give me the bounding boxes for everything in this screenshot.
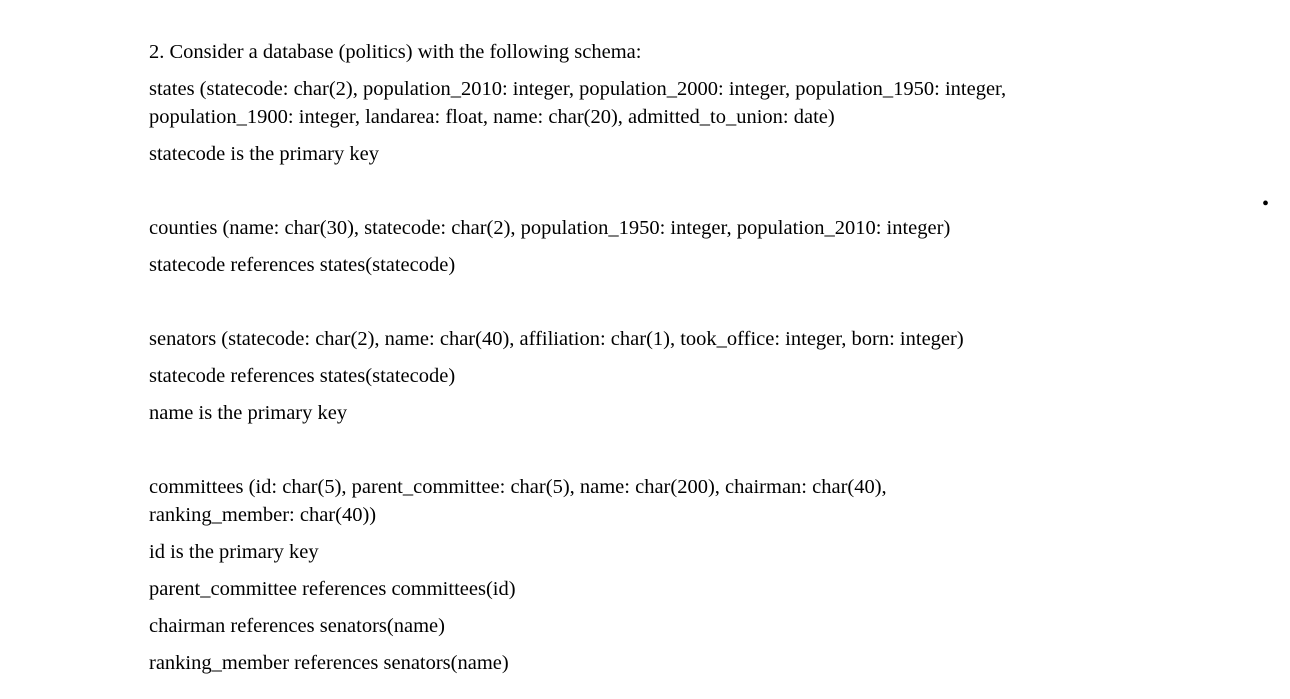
states-schema-line-2: population_1900: integer, landarea: float, name: char(20), admitted_to_union: date) bbox=[149, 106, 835, 128]
spacer bbox=[149, 288, 1149, 325]
states-schema-line-1: states (statecode: char(2), population_2010: integer, population_2000: integer, population_1950: integer, bbox=[149, 78, 1007, 100]
committees-schema-line-2: ranking_member: char(40)) bbox=[149, 504, 377, 526]
senators-foreign-key: statecode references states(statecode) bbox=[149, 365, 456, 387]
question-title: 2. Consider a database (politics) with the following schema: bbox=[149, 41, 642, 63]
committees-schema-line-1: committees (id: char(5), parent_committee: char(5), name: char(200), chairman: char(40), bbox=[149, 476, 887, 498]
committees-parent-foreign-key: parent_committee references committees(id) bbox=[149, 578, 516, 600]
spacer bbox=[149, 436, 1149, 473]
states-primary-key: statecode is the primary key bbox=[149, 143, 379, 165]
counties-schema: counties (name: char(30), statecode: char(2), population_1950: integer, population_2010: integer) bbox=[149, 217, 951, 239]
states-table-definition bbox=[149, 75, 1149, 131]
committees-primary-key: id is the primary key bbox=[149, 541, 319, 563]
schema-document bbox=[149, 38, 1149, 686]
committees-table-definition bbox=[149, 473, 1149, 529]
spacer bbox=[149, 177, 1149, 214]
bullet-icon: • bbox=[1262, 193, 1270, 215]
committees-ranking-member-foreign-key: ranking_member references senators(name) bbox=[149, 652, 509, 674]
counties-foreign-key: statecode references states(statecode) bbox=[149, 254, 456, 276]
senators-schema: senators (statecode: char(2), name: char(40), affiliation: char(1), took_office: integer, born: integer) bbox=[149, 328, 964, 350]
committees-chairman-foreign-key: chairman references senators(name) bbox=[149, 615, 445, 637]
senators-primary-key: name is the primary key bbox=[149, 402, 348, 424]
